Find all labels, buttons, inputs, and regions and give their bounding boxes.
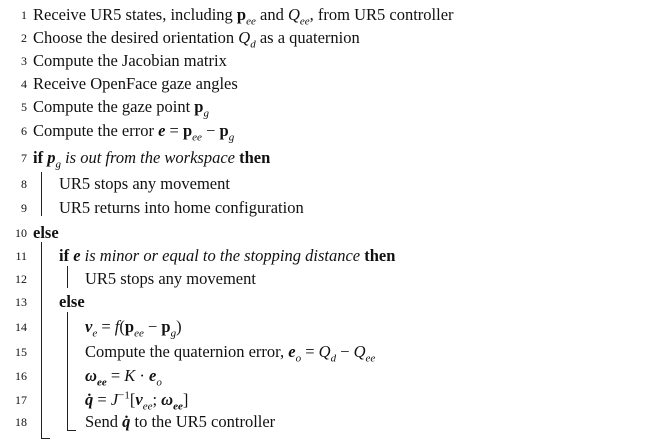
line-number: 15: [15, 345, 27, 359]
line-token: ee: [96, 376, 107, 389]
line-token: else: [33, 223, 59, 242]
line-token: if: [33, 148, 48, 167]
line-token: ω: [85, 366, 97, 385]
line-token: , from UR5 controller: [309, 5, 454, 24]
line-token: ]: [182, 390, 189, 409]
line-token: =: [93, 390, 111, 409]
line-token: is out from the workspace: [60, 148, 240, 167]
algorithm-line: [0, 172, 652, 196]
line-token: UR5 stops any movement: [85, 269, 256, 288]
else-block-bar-inner: [67, 312, 68, 430]
line-text: [85, 315, 182, 339]
line-token: −: [143, 317, 162, 336]
line-token: else: [59, 292, 85, 311]
line-token: p: [124, 317, 135, 336]
line-number: 17: [15, 393, 27, 407]
line-token: −: [201, 121, 220, 140]
line-token: then: [239, 148, 271, 167]
line-token: g: [170, 327, 177, 340]
line-text: [33, 146, 270, 170]
else-block-foot-inner: [67, 430, 76, 431]
line-token: p: [219, 121, 229, 140]
line-text: [33, 26, 360, 50]
line-token: g: [203, 107, 209, 120]
line-number: 14: [15, 320, 27, 334]
line-text: [85, 388, 188, 412]
line-token: [: [129, 390, 136, 409]
line-token: e: [149, 366, 157, 385]
line-token: Send: [85, 412, 123, 431]
line-text: [33, 221, 59, 245]
line-token: =: [97, 317, 115, 336]
line-text: [85, 410, 275, 434]
line-token: −1: [118, 389, 130, 402]
algorithm-line: [0, 49, 652, 73]
line-token: J: [110, 390, 119, 409]
line-token: v: [85, 317, 93, 336]
algorithm-line: [0, 410, 652, 434]
line-token: ee: [299, 15, 310, 28]
line-token: =: [106, 366, 125, 385]
line-token: ): [176, 317, 182, 336]
line-token: d: [330, 352, 337, 365]
algorithm-line: [0, 364, 652, 388]
line-token: e: [73, 246, 81, 265]
algorithm-line: [0, 3, 652, 27]
line-token: =: [165, 121, 183, 140]
algorithm-line: [0, 72, 652, 96]
line-text: [33, 3, 454, 27]
line-token: ee: [192, 131, 202, 144]
line-token: (: [119, 317, 125, 336]
if-block-bar-inner: [67, 266, 68, 288]
line-token: Q: [287, 5, 300, 24]
algorithm-line: [0, 290, 652, 314]
line-token: p: [236, 5, 247, 24]
line-text: [85, 340, 375, 364]
line-number: 9: [21, 201, 27, 215]
line-token: and: [255, 5, 288, 24]
algorithm-line: [0, 26, 652, 50]
line-token: p: [182, 121, 193, 140]
line-text: [85, 364, 162, 388]
line-token: ·: [135, 366, 150, 385]
algorithm-line: [0, 340, 652, 364]
line-token: ω: [161, 390, 174, 409]
line-token: e: [92, 327, 98, 340]
line-token: v: [135, 390, 143, 409]
algorithm-line: [0, 146, 652, 170]
line-token: Compute the gaze point: [33, 97, 195, 116]
line-text: [33, 72, 238, 96]
algorithm-line: [0, 221, 652, 245]
line-token: d: [250, 38, 256, 51]
line-number: 1: [21, 8, 27, 22]
line-token: g: [228, 131, 235, 144]
if-block-bar-outer: [41, 172, 42, 216]
line-token: ee: [142, 400, 153, 413]
line-token: ee: [173, 400, 183, 413]
line-token: then: [364, 246, 396, 265]
line-token: Q: [318, 342, 331, 361]
line-token: Compute the Jacobian matrix: [33, 51, 227, 70]
line-token: p: [161, 317, 171, 336]
algorithm-line: [0, 267, 652, 291]
line-token: Choose the desired orientation: [33, 28, 239, 47]
line-number: 4: [21, 77, 27, 91]
line-token: if: [59, 246, 74, 265]
line-number: 12: [15, 272, 27, 286]
line-token: f: [114, 317, 120, 336]
line-number: 2: [21, 31, 27, 45]
line-number: 11: [15, 249, 27, 263]
line-token: Compute the quaternion error,: [85, 342, 289, 361]
algorithm-line: [0, 95, 652, 119]
line-token: o: [295, 352, 302, 365]
line-token: ee: [365, 352, 376, 365]
line-number: 10: [15, 226, 27, 240]
line-text: [59, 172, 230, 196]
line-token: Compute the error: [33, 121, 159, 140]
line-token: is minor or equal to the stopping distance: [80, 246, 365, 265]
algorithm-line: [0, 119, 652, 143]
line-text: [59, 244, 395, 268]
line-text: [33, 95, 209, 119]
line-number: 6: [21, 124, 27, 138]
line-number: 7: [21, 151, 27, 165]
algorithm-line: [0, 244, 652, 268]
line-token: −: [336, 342, 354, 361]
line-text: [85, 267, 256, 291]
line-token: g: [55, 158, 61, 171]
line-number: 3: [21, 54, 27, 68]
line-token: e: [288, 342, 296, 361]
line-token: Q: [238, 28, 251, 47]
line-token: K: [124, 366, 136, 385]
line-text: [33, 119, 234, 143]
algorithm-line: [0, 315, 652, 339]
line-token: ee: [134, 327, 144, 340]
line-text: [33, 49, 227, 73]
line-number: 13: [15, 295, 27, 309]
line-number: 8: [21, 177, 27, 191]
line-token: q̇: [122, 412, 131, 431]
line-token: p: [194, 97, 204, 116]
line-token: p: [47, 148, 56, 167]
algorithm-line: [0, 388, 652, 412]
line-number: 16: [15, 369, 27, 383]
line-token: =: [301, 342, 319, 361]
line-token: Receive UR5 states, including: [33, 5, 237, 24]
else-block-bar-outer: [41, 242, 42, 438]
line-token: q̇: [85, 390, 94, 409]
else-block-foot: [41, 438, 50, 439]
line-token: Receive OpenFace gaze angles: [33, 74, 238, 93]
line-token: UR5 returns into home configuration: [59, 198, 304, 217]
line-text: [59, 196, 304, 220]
line-token: o: [156, 376, 162, 389]
line-token: Q: [353, 342, 366, 361]
line-token: to the UR5 controller: [130, 412, 276, 431]
line-number: 18: [15, 415, 27, 429]
line-text: [59, 290, 85, 314]
algorithm-line: [0, 196, 652, 220]
line-token: ;: [152, 390, 162, 409]
line-token: e: [158, 121, 166, 140]
line-token: UR5 stops any movement: [59, 174, 230, 193]
line-token: ee: [246, 15, 256, 28]
line-token: as a quaternion: [255, 28, 360, 47]
line-number: 5: [21, 100, 27, 114]
